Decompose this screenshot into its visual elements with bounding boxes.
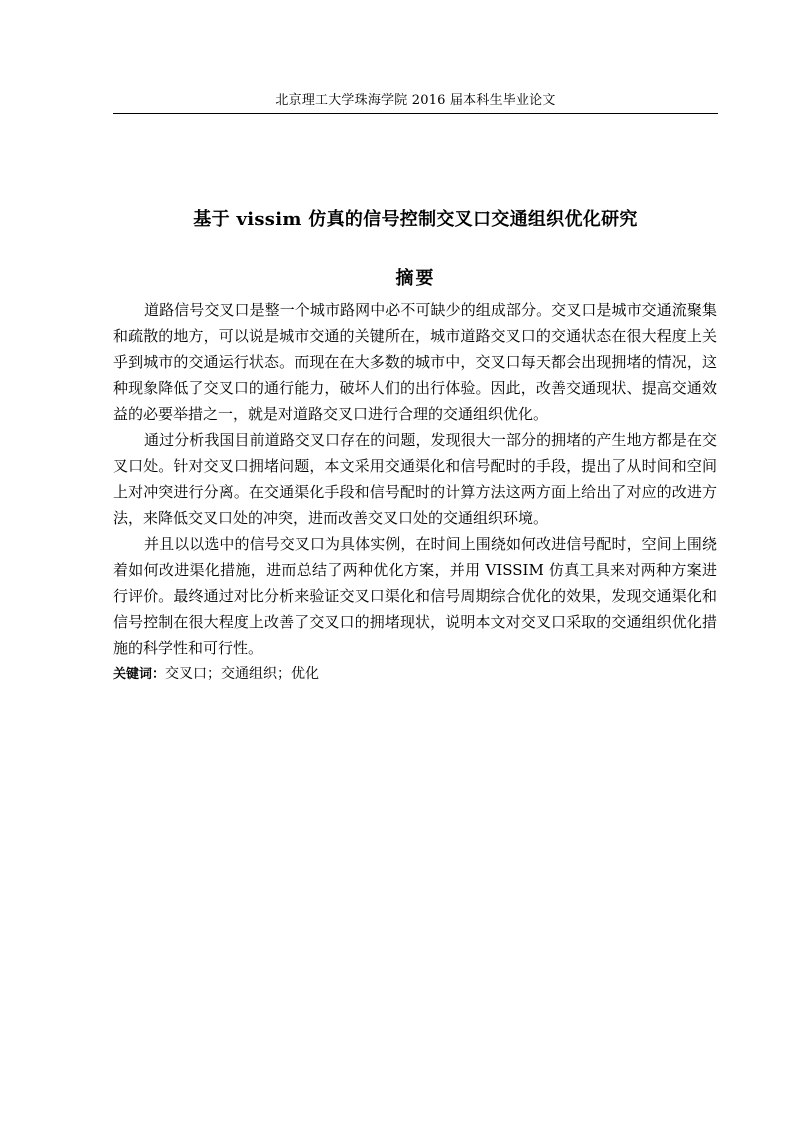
keywords-line [113, 661, 717, 688]
abstract-paragraph-3: 并且以以选中的信号交叉口为具体实例，在时间上围绕如何改进信号配时，空间上围绕着如何改进渠化措施，进而总结了两种优化方案，并用 VISSIM 仿真工具来对两种方案进行评价。最终通过对比分析来验证交叉口渠化和信号周期综合优化的效果，发现交通渠化和信号控制在很大程度上改善了交叉口的拥堵现状，说明本文对交叉口采取的交通组织优化措施的科学性和可行性。 [113, 535, 717, 657]
abstract-paragraph-1: 道路信号交叉口是整一个城市路网中必不可缺少的组成部分。交叉口是城市交通流聚集和疏散的地方，可以说是城市交通的关键所在，城市道路交叉口的交通状态在很大程度上关乎到城市的交通运行状态。而现在在大多数的城市中，交叉口每天都会出现拥堵的情况，这种现象降低了交叉口的通行能力，破坏人们的出行体验。因此，改善交通现状、提高交通效益的必要举措之一，就是对道路交叉口进行合理的交通组织优化。 [113, 301, 717, 423]
abstract-body [113, 297, 717, 688]
keywords-value: 交叉口；交通组织；优化 [165, 666, 320, 682]
paper-title: 基于 vissim 仿真的信号控制交叉口交通组织优化研究 [193, 209, 638, 230]
abstract-paragraph-2: 通过分析我国目前道路交叉口存在的问题，发现很大一部分的拥堵的产生地方都是在交叉口处。针对交叉口拥堵问题，本文采用交通渠化和信号配时的手段，提出了从时间和空间上对冲突进行分离。在交通渠化手段和信号配时的计算方法这两方面上给出了对应的改进方法，来降低交叉口处的冲突，进而改善交叉口处的交通组织环境。 [113, 431, 717, 527]
header-rule [113, 113, 718, 114]
running-header: 北京理工大学珠海学院 2016 届本科生毕业论文 [275, 93, 556, 108]
keywords-label: 关键词： [113, 667, 166, 682]
abstract-heading: 摘要 [395, 268, 436, 289]
